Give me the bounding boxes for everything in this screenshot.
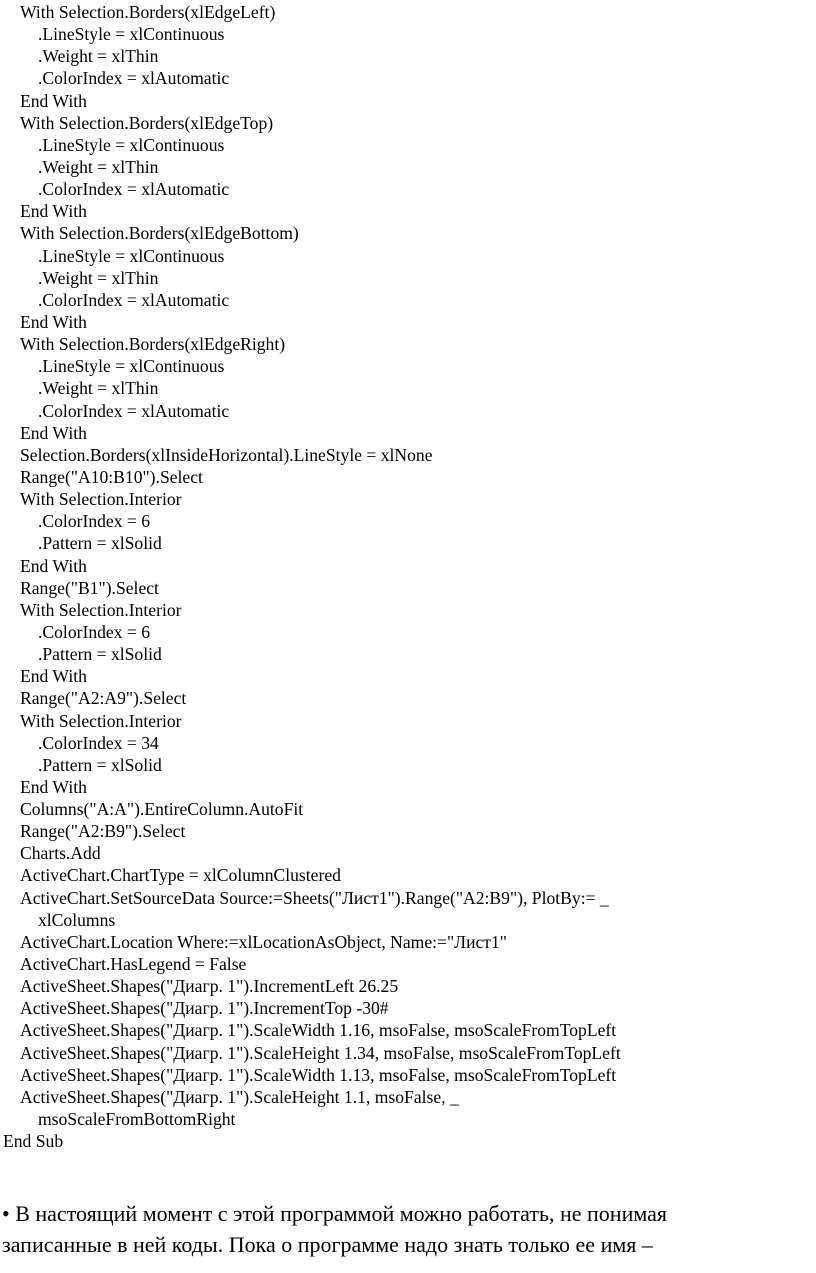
code-line: ActiveSheet.Shapes("Диагр. 1").ScaleWidth 1.16, msoFalse, msoScaleFromTopLeft [20,1020,617,1041]
code-line: .Pattern = xlSolid [38,754,162,775]
code-line: .ColorIndex = xlAutomatic [38,68,230,89]
code-line: Charts.Add [20,843,101,864]
code-line: End With [20,90,87,111]
code-line: .Weight = xlThin [38,46,159,67]
code-line: End Sub [3,1131,64,1152]
code-line: .LineStyle = xlContinuous [38,24,225,45]
code-line: .Weight = xlThin [38,156,159,177]
code-line: End With [20,422,87,443]
code-line: Columns("A:A").EntireColumn.AutoFit [20,799,304,820]
code-line: Range("B1").Select [20,577,159,598]
code-line: .ColorIndex = xlAutomatic [38,289,230,310]
code-line: ActiveSheet.Shapes("Диагр. 1").IncrementTop -30# [20,998,389,1019]
code-line: ActiveChart.SetSourceData Source:=Sheets("Лист1").Range("A2:B9"), PlotBy:= _ [20,887,609,908]
code-line: End With [20,311,87,332]
code-line: With Selection.Borders(xlEdgeTop) [20,112,274,133]
code-line: End With [20,666,87,687]
code-line: .ColorIndex = xlAutomatic [38,400,230,421]
code-line: ActiveSheet.Shapes("Диагр. 1").ScaleHeight 1.34, msoFalse, msoScaleFromTopLeft [20,1042,621,1063]
code-line: Range("A2:B9").Select [20,821,186,842]
code-line: xlColumns [38,909,116,930]
paragraph-line: • В настоящий момент с этой программой можно работать, не понимая [2,1201,668,1226]
code-line: With Selection.Interior [20,489,182,510]
code-line: With Selection.Borders(xlEdgeBottom) [20,223,299,244]
paragraph-line: записанные в ней коды. Пока о программе надо знать только ее имя – [2,1232,653,1257]
vba-code-listing [0,1,816,1152]
code-line: msoScaleFromBottomRight [38,1109,236,1130]
code-line: ActiveChart.ChartType = xlColumnClustered [20,865,341,886]
code-line: .ColorIndex = 6 [38,621,151,642]
code-line: End With [20,776,87,797]
code-line: Selection.Borders(xlInsideHorizontal).LineStyle = xlNone [20,444,433,465]
code-line: ActiveSheet.Shapes("Диагр. 1").ScaleWidth 1.13, msoFalse, msoScaleFromTopLeft [20,1064,617,1085]
code-line: With Selection.Borders(xlEdgeRight) [20,334,286,355]
code-line: With Selection.Interior [20,599,182,620]
code-line: .LineStyle = xlContinuous [38,356,225,377]
code-line: .Pattern = xlSolid [38,644,162,665]
code-line: .Weight = xlThin [38,267,159,288]
code-line: ActiveSheet.Shapes("Диагр. 1").IncrementLeft 26.25 [20,976,399,997]
code-line: .LineStyle = xlContinuous [38,245,225,266]
code-line: End With [20,555,87,576]
code-line: ActiveChart.Location Where:=xlLocationAsObject, Name:="Лист1" [20,931,507,952]
code-line: .ColorIndex = 6 [38,511,151,532]
code-line: .Pattern = xlSolid [38,533,162,554]
explanation-paragraph [0,1198,816,1260]
code-line: End With [20,201,87,222]
code-line: ActiveChart.HasLegend = False [20,954,247,975]
code-line: .LineStyle = xlContinuous [38,134,225,155]
code-line: Range("A2:A9").Select [20,688,187,709]
code-line: .ColorIndex = xlAutomatic [38,179,230,200]
code-line: With Selection.Interior [20,710,182,731]
code-line: With Selection.Borders(xlEdgeLeft) [20,2,276,22]
code-line: Range("A10:B10").Select [20,466,203,487]
code-line: ActiveSheet.Shapes("Диагр. 1").ScaleHeight 1.1, msoFalse, _ [20,1086,459,1107]
code-line: .Weight = xlThin [38,378,159,399]
code-line: .ColorIndex = 34 [38,732,159,753]
